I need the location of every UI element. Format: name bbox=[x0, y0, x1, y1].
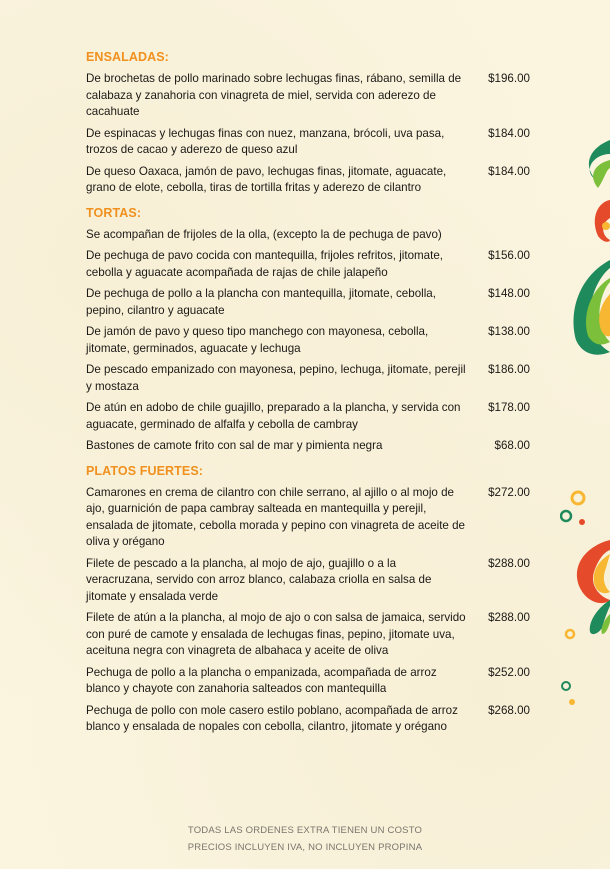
menu-item bbox=[86, 126, 530, 159]
item-description: Filete de pescado a la plancha, al mojo de ajo, guajillo o a la veracruzana, servido con arroz blanco, calabaza criolla en salsa de jitomate y ensalada verde bbox=[86, 556, 432, 603]
menu-item bbox=[86, 703, 530, 736]
menu-item bbox=[86, 286, 530, 319]
item-price: $156.00 bbox=[488, 249, 530, 262]
item-description: De queso Oaxaca, jamón de pavo, lechugas finas, jitomate, aguacate, grano de elote, cebolla, tiras de tortilla fritas y aderezo de cilantro bbox=[86, 164, 447, 194]
item-price: $184.00 bbox=[488, 164, 530, 178]
footer-line-taxes: PRECIOS INCLUYEN IVA, NO INCLUYEN PROPINA bbox=[187, 842, 423, 853]
item-description: Bastones de camote frito con sal de mar y pimienta negra bbox=[86, 439, 383, 452]
section-note: Se acompañan de frijoles de la olla, (excepto la de pechuga de pavo) bbox=[86, 227, 442, 241]
item-price: $288.00 bbox=[488, 611, 530, 624]
item-price: $252.00 bbox=[488, 665, 530, 679]
section-ensaladas bbox=[86, 50, 530, 197]
item-price: $288.00 bbox=[488, 556, 530, 570]
item-description: De brochetas de pollo marinado sobre lechugas finas, rábano, semilla de calabaza y zanahoria con vinagreta de miel, servida con aderezo de cacahuate bbox=[86, 72, 462, 118]
decorative-swirl-bottom bbox=[560, 488, 610, 713]
item-price: $178.00 bbox=[488, 401, 530, 414]
menu-item bbox=[86, 362, 530, 395]
item-price: $196.00 bbox=[488, 72, 530, 85]
menu-item bbox=[86, 665, 530, 698]
item-description: Filete de atún a la plancha, al mojo de ajo o con salsa de jamaica, servido con puré de camote y ensalada de lechugas finas, pepino, jitomate uva, aceituna negra con vinagreta de albahaca y aceite de oliva bbox=[86, 611, 466, 657]
item-description: De pescado empanizado con mayonesa, pepino, lechuga, jitomate, perejil y mostaza bbox=[86, 363, 466, 393]
decorative-swirl-top bbox=[560, 140, 610, 370]
item-description: Camarones en crema de cilantro con chile serrano, al ajillo o al mojo de ajo, guarnición de papa cambray salteada en mantequilla y perejil, ensalada de jitomate, cebolla morada y pepino con vinagreta de aceite de oliva y orégano bbox=[86, 485, 465, 548]
menu-item bbox=[86, 438, 530, 455]
section-title: PLATOS FUERTES: bbox=[86, 463, 204, 478]
item-price: $148.00 bbox=[488, 287, 530, 300]
item-description: De jamón de pavo y queso tipo manchego con mayonesa, cebolla, jitomate, germinados, aguacate y lechuga bbox=[86, 325, 429, 355]
menu-item bbox=[86, 610, 530, 660]
menu-item bbox=[86, 71, 530, 121]
item-price: $138.00 bbox=[488, 325, 530, 338]
section-tortas bbox=[86, 206, 530, 455]
item-description: De espinacas y lechugas finas con nuez, manzana, brócoli, uva pasa, trozos de cacao y aderezo de queso azul bbox=[86, 126, 445, 156]
item-description: De pechuga de pavo cocida con mantequilla, frijoles refritos, jitomate, cebolla y aguacate acompañada de rajas de chile jalapeño bbox=[86, 249, 444, 279]
item-description: Pechuga de pollo a la plancha o empanizada, acompañada de arroz blanco y chayote con zanahoria salteados con mantequilla bbox=[86, 665, 437, 695]
footer-line-extra-cost: TODAS LAS ORDENES EXTRA TIENEN UN COSTO bbox=[187, 825, 423, 836]
menu-item bbox=[86, 485, 530, 551]
menu-item bbox=[86, 324, 530, 357]
item-price: $184.00 bbox=[488, 126, 530, 140]
menu-item bbox=[86, 164, 530, 197]
item-price: $272.00 bbox=[488, 485, 530, 499]
menu-footer bbox=[0, 822, 610, 856]
item-price: $68.00 bbox=[494, 439, 530, 452]
item-price: $268.00 bbox=[488, 703, 530, 717]
menu-content bbox=[86, 50, 530, 745]
section-title: ENSALADAS: bbox=[86, 50, 169, 64]
menu-item bbox=[86, 400, 530, 433]
section-platos-fuertes bbox=[86, 464, 530, 736]
item-description: De atún en adobo de chile guajillo, preparado a la plancha, y servida con aguacate, germinado de alfalfa y cebolla de cambray bbox=[86, 401, 461, 431]
section-title: TORTAS: bbox=[86, 205, 142, 220]
menu-item bbox=[86, 556, 530, 606]
menu-item bbox=[86, 248, 530, 281]
item-description: De pechuga de pollo a la plancha con mantequilla, jitomate, cebolla, pepino, cilantro y aguacate bbox=[86, 287, 436, 317]
item-description: Pechuga de pollo con mole casero estilo poblano, acompañada de arroz blanco y ensalada de nopales con cebolla, cilantro, jitomate y orégano bbox=[86, 703, 458, 733]
item-price: $186.00 bbox=[488, 363, 530, 376]
